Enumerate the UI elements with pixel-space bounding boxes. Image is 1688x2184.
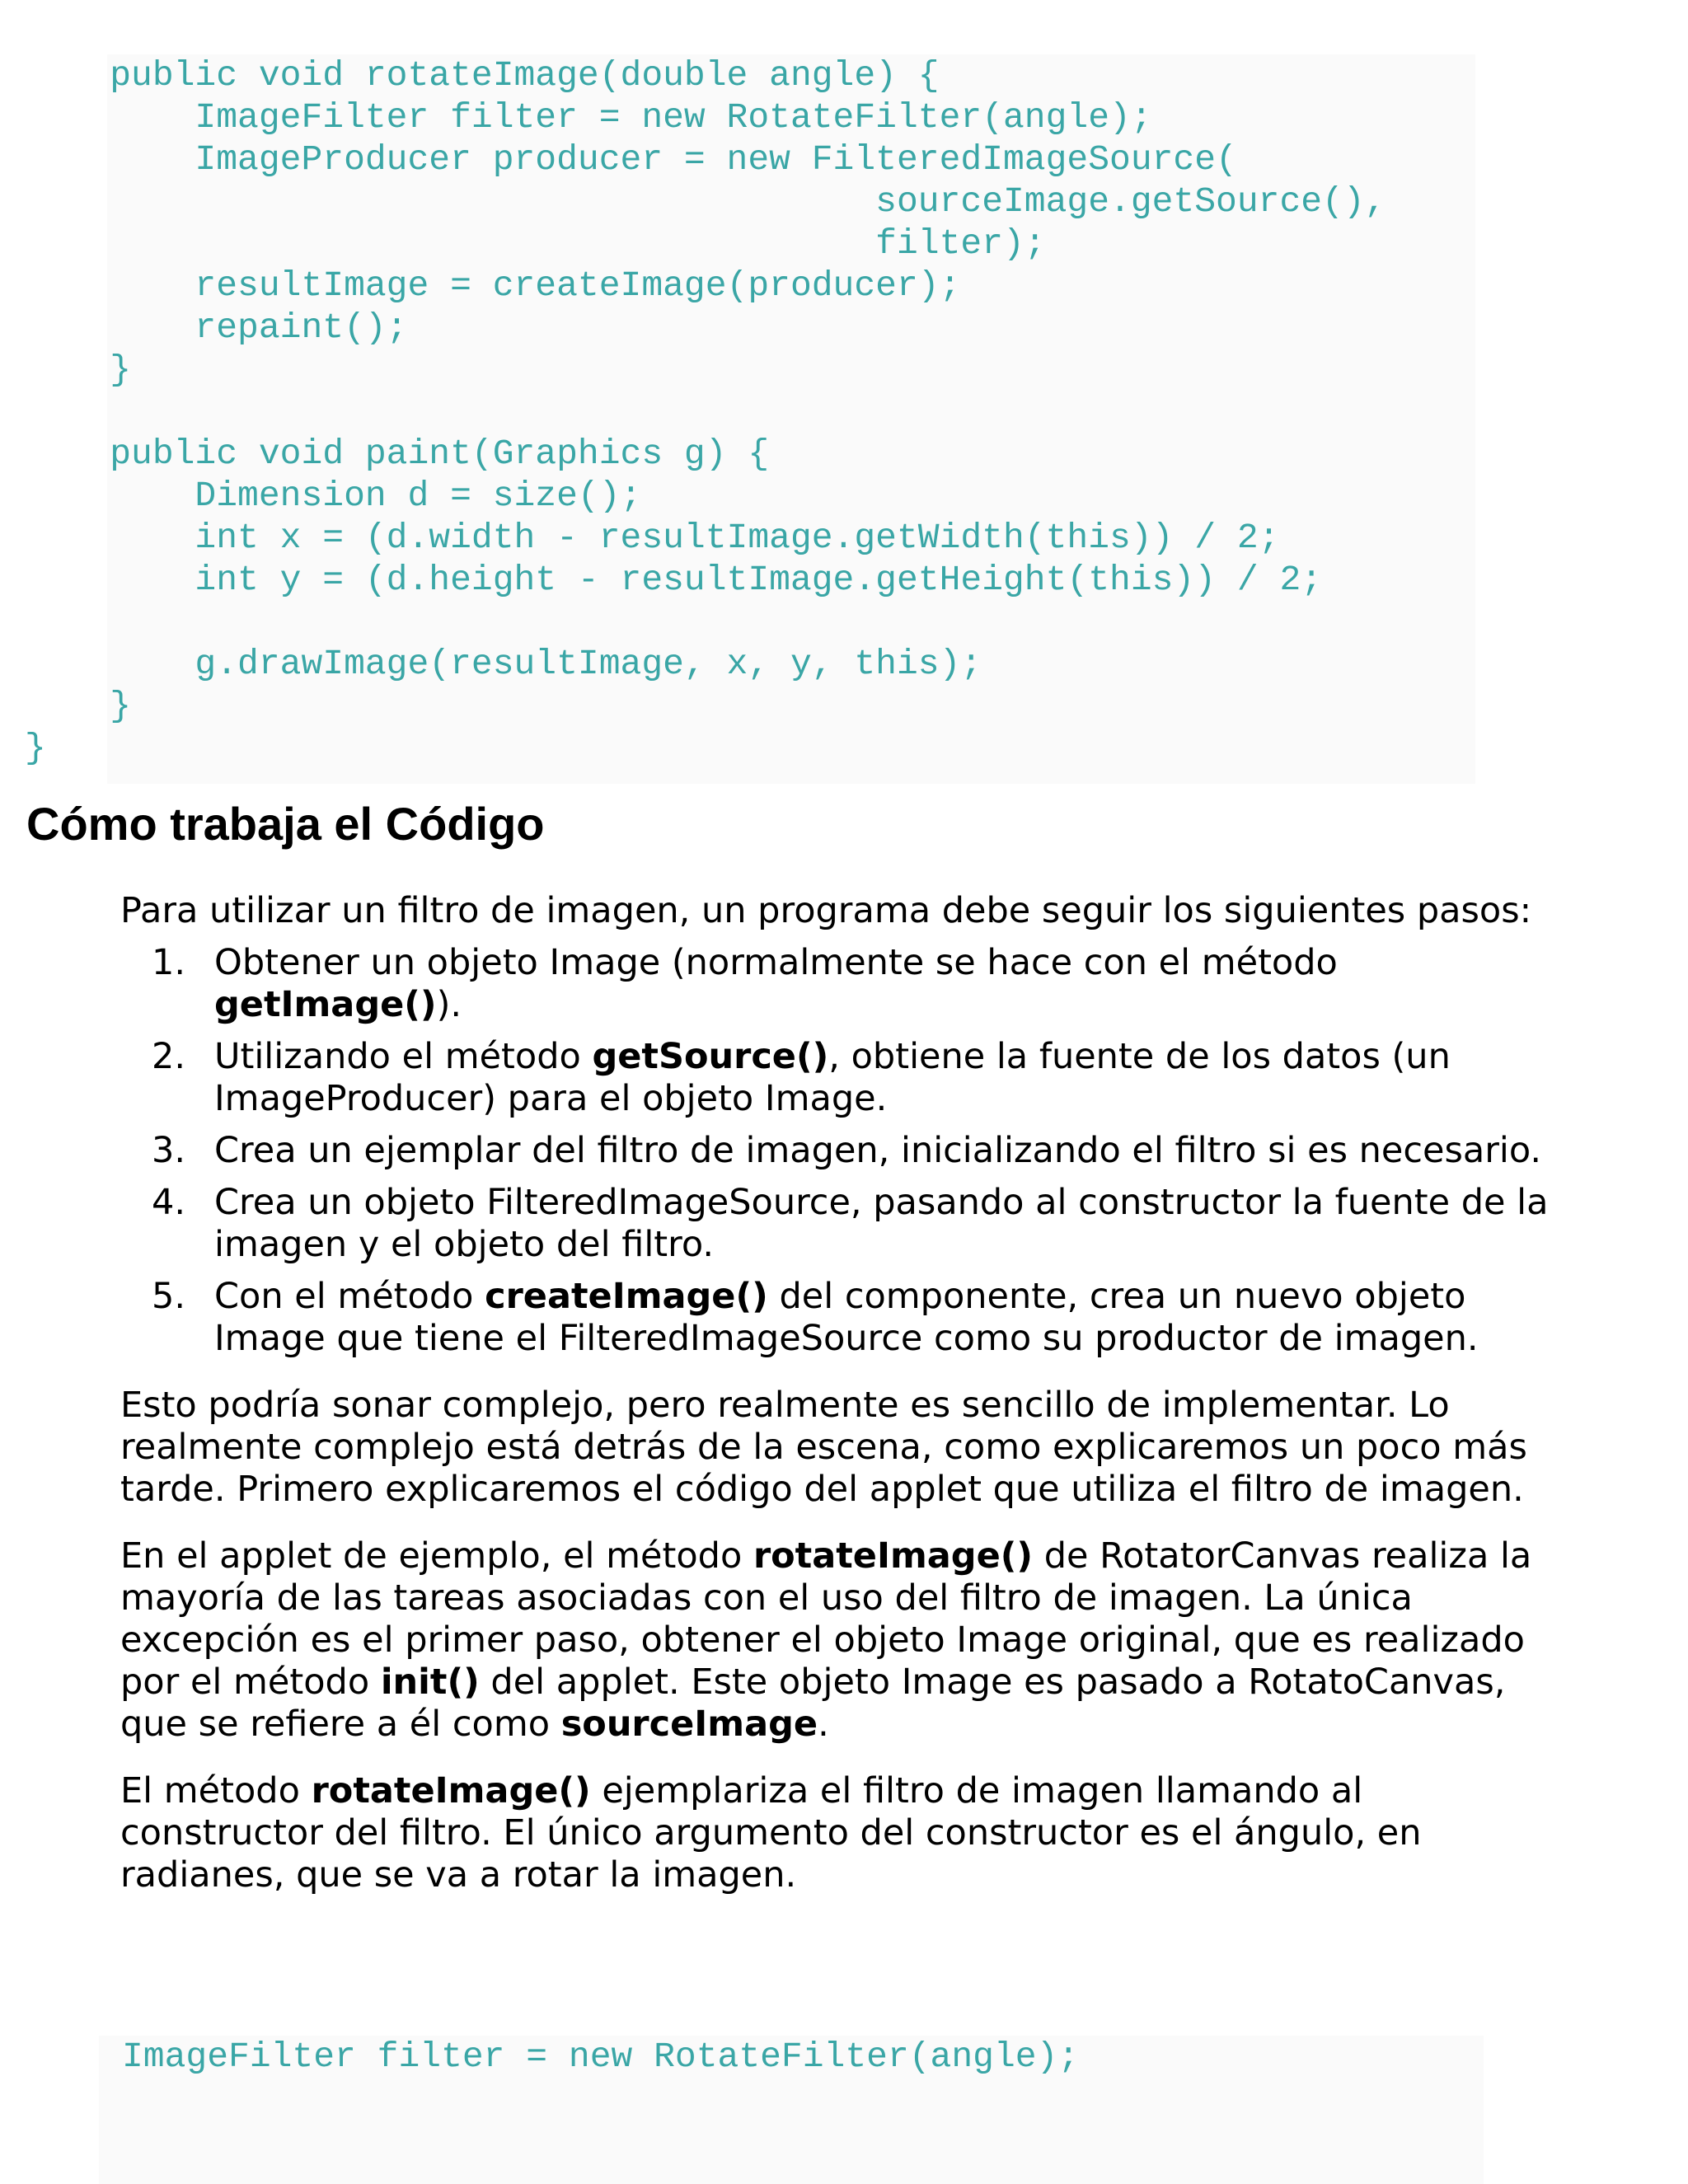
code-line: resultImage = createImage(producer);	[25, 265, 961, 306]
list-item-text: ).	[436, 984, 462, 1025]
paragraph-rotate-image: El método rotateImage() ejemplariza el filtro de imagen llamando al constructor del filtro. El único argumento del constructor es el ángulo, en radianes, que se va a rotar la imagen.	[120, 1770, 1422, 1896]
list-item-text: del componente, crea un nuevo objeto Image que tiene el FilteredImageSource como su productor de imagen.	[214, 1276, 1479, 1359]
list-item-number: 5.	[152, 1276, 186, 1317]
code-line: public void paint(Graphics g) {	[25, 434, 770, 474]
code-line: int x = (d.width - resultImage.getWidth(this)) / 2;	[25, 518, 1280, 558]
list-item-number: 4.	[152, 1182, 186, 1223]
code-line: public void rotateImage(double angle) {	[25, 55, 940, 96]
intro-paragraph: Para utilizar un filtro de imagen, un programa debe seguir los siguientes pasos:	[120, 890, 1532, 931]
code-line: ImageProducer producer = new FilteredImageSource(	[25, 139, 1237, 180]
code-line: sourceImage.getSource(),	[25, 181, 1386, 222]
paragraph-explanation: Esto podría sonar complejo, pero realmente es sencillo de implementar. Lo realmente complejo está detrás de la escena, como explicaremos un poco más tarde. Primero explicaremos el código del applet que utiliza el filtro de imagen.	[120, 1385, 1527, 1510]
code-line: g.drawImage(resultImage, x, y, this);	[25, 644, 982, 684]
method-name: getImage()	[214, 984, 437, 1025]
list-item	[120, 942, 1571, 1026]
code-listing-top	[25, 54, 1475, 784]
list-item-number: 3.	[152, 1130, 186, 1171]
code-line: filter);	[25, 223, 1046, 264]
method-name: createImage()	[485, 1276, 768, 1317]
list-item	[120, 1182, 1571, 1266]
list-item-text: Crea un objeto FilteredImageSource, pasando al constructor la fuente de la imagen y el objeto del filtro.	[214, 1182, 1549, 1265]
code-line: }	[25, 728, 46, 768]
list-item-text: Obtener un objeto Image (normalmente se hace con el método	[214, 942, 1338, 983]
code-line: Dimension d = size();	[25, 476, 642, 516]
paragraph-example-applet: En el applet de ejemplo, el método rotateImage() de RotatorCanvas realiza la mayoría de las tareas asociadas con el uso del filtro de imagen. La única excepción es el primer paso, obtener el objeto Image original, que es realizado por el método init() del applet. Este objeto Image es pasado a RotatoCanvas, que se refiere a él como sourceImage.	[120, 1535, 1532, 1745]
code-listing-bottom: ImageFilter filter = new RotateFilter(angle);	[99, 2036, 1484, 2184]
list-item	[120, 1130, 1571, 1172]
list-item-text: Crea un ejemplar del filtro de imagen, inicializando el filtro si es necesario.	[214, 1130, 1542, 1171]
steps-list	[120, 942, 1571, 1360]
variable-name: sourceImage	[560, 1704, 818, 1745]
code-line: repaint();	[25, 307, 408, 348]
list-item-text: Utilizando el método	[214, 1036, 593, 1077]
list-item-number: 2.	[152, 1036, 186, 1077]
method-name: init()	[380, 1661, 480, 1703]
code-line: int y = (d.height - resultImage.getHeight(this)) / 2;	[25, 560, 1323, 600]
list-item	[120, 1276, 1571, 1360]
main-content	[120, 890, 1571, 1896]
code-line: ImageFilter filter = new RotateFilter(angle);	[25, 97, 1152, 138]
section-heading: Cómo trabaja el Código	[26, 798, 545, 850]
method-name: getSource()	[592, 1036, 829, 1077]
code-line: }	[25, 349, 132, 390]
method-name: rotateImage()	[311, 1770, 591, 1811]
list-item-text: Con el método	[214, 1276, 485, 1317]
code-line: }	[25, 686, 132, 726]
list-item-text: , obtiene la fuente de los datos (un ImageProducer) para el objeto Image.	[214, 1036, 1451, 1119]
method-name: rotateImage()	[753, 1535, 1034, 1577]
list-item-number: 1.	[152, 942, 186, 983]
list-item	[120, 1036, 1571, 1120]
